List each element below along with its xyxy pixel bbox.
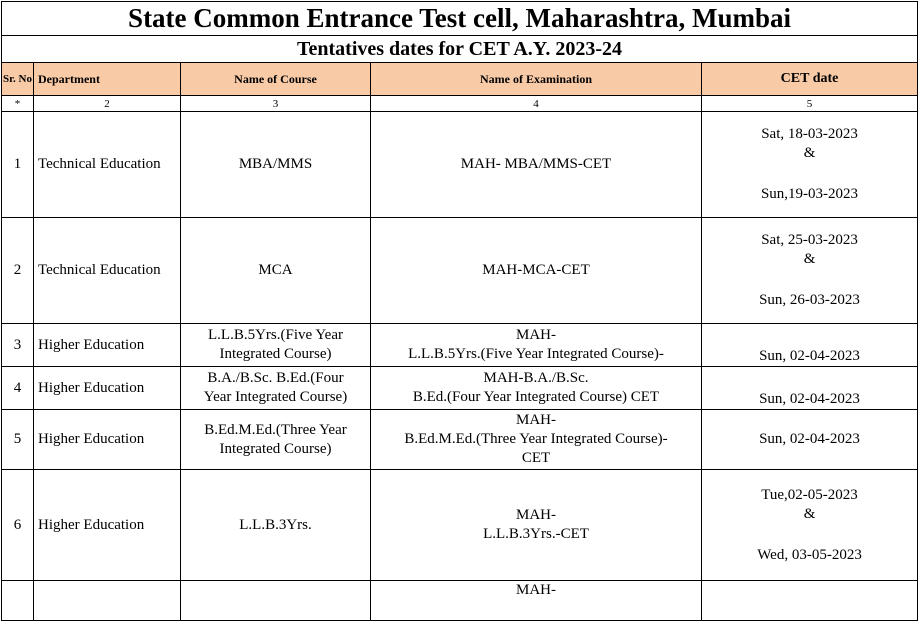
course-cell [181,324,371,367]
course-line: Integrated Course) [219,440,332,457]
course-cell [181,410,371,470]
exam-line: MAH- [516,327,556,343]
cet-date-cell [702,112,918,218]
department-cell: Higher Education [34,367,181,410]
table-row [2,218,918,324]
sr-no-cell: 3 [2,324,34,367]
course-line: Integrated Course) [219,346,332,362]
cet-date-cell: Sun, 02-04-2023 [702,324,918,367]
column-number-row [2,96,918,112]
course-line: L.L.B.5Yrs.(Five Year [208,327,343,343]
cet-date-ampersand: & [803,145,816,161]
exam-cell [371,324,702,367]
cet-date-start: Sat, 25-03-2023 [761,232,858,248]
column-number: 4 [371,96,702,112]
department-cell: Technical Education [34,112,181,218]
sr-no-cell: 4 [2,367,34,410]
header-sr-no: Sr. No [2,63,34,96]
column-number: 5 [702,96,918,112]
exam-line: MAH- [516,582,556,598]
cet-schedule-table [1,1,918,621]
cet-date-end: Sun,19-03-2023 [760,186,859,202]
exam-line: B.Ed.M.Ed.(Three Year Integrated Course)- [404,431,668,447]
course-cell: MCA [181,218,371,324]
exam-cell [371,581,702,621]
sr-no-cell: 6 [2,470,34,581]
exam-line: CET [521,450,551,466]
header-exam: Name of Examination [371,63,702,96]
cet-date-cell [702,581,918,621]
header-cet-date: CET date [702,63,918,96]
exam-cell [371,410,702,470]
course-line: B.A./B.Sc. B.Ed.(Four [207,370,344,386]
cet-schedule-sheet [1,1,917,621]
table-row [2,410,918,470]
exam-cell [371,470,702,581]
department-cell: Higher Education [34,324,181,367]
cet-date-ampersand: & [803,505,816,522]
column-number: 3 [181,96,371,112]
department-cell [34,581,181,621]
header-department: Department [34,63,181,96]
cet-date-start: Sat, 18-03-2023 [761,126,858,142]
table-row [2,324,918,367]
department-cell: Higher Education [34,410,181,470]
sr-no-cell: 2 [2,218,34,324]
exam-cell: MAH-MCA-CET [371,218,702,324]
course-cell [181,581,371,621]
sr-no-cell: 1 [2,112,34,218]
column-number: * [2,96,34,112]
cet-date-start: Tue,02-05-2023 [761,486,858,503]
table-row [2,367,918,410]
exam-line: MAH- [516,412,556,428]
table-row [2,470,918,581]
course-line: Year Integrated Course) [203,389,348,405]
cet-date-cell: Sun, 02-04-2023 [702,410,918,470]
header-course: Name of Course [181,63,371,96]
course-cell: L.L.B.3Yrs. [181,470,371,581]
course-cell: MBA/MMS [181,112,371,218]
column-number: 2 [34,96,181,112]
table-row [2,112,918,218]
exam-line: MAH-B.A./B.Sc. [483,370,589,386]
cet-date-ampersand: & [803,251,816,267]
sr-no-cell [2,581,34,621]
page-title: State Common Entrance Test cell, Maharashtra, Mumbai [2,2,918,36]
exam-line: MAH- [516,507,556,523]
cet-date-cell [702,218,918,324]
department-cell: Technical Education [34,218,181,324]
sr-no-cell: 5 [2,410,34,470]
exam-line: L.L.B.5Yrs.(Five Year Integrated Course)- [408,346,664,362]
cet-date-end: Sun, 26-03-2023 [759,292,860,308]
exam-cell: MAH- MBA/MMS-CET [371,112,702,218]
exam-line: L.L.B.3Yrs.-CET [483,526,589,542]
table-row [2,581,918,621]
course-cell [181,367,371,410]
course-line: B.Ed.M.Ed.(Three Year [204,421,347,438]
cet-date-end: Wed, 03-05-2023 [757,546,862,563]
department-cell: Higher Education [34,470,181,581]
table-header-row [2,63,918,96]
exam-cell [371,367,702,410]
cet-date-cell: Sun, 02-04-2023 [702,367,918,410]
cet-date-cell [702,470,918,581]
exam-line: B.Ed.(Four Year Integrated Course) CET [412,389,660,405]
page-subtitle: Tentatives dates for CET A.Y. 2023-24 [2,36,918,63]
